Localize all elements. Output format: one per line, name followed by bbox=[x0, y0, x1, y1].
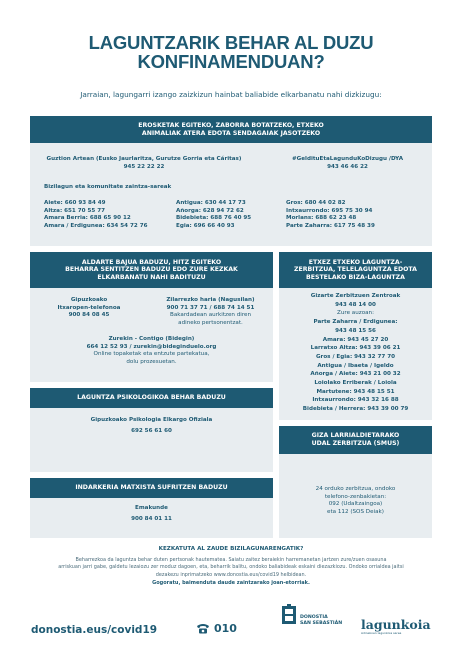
section-violence-header: INDARKERIA MATXISTA SUFRITZEN BADUZU bbox=[30, 478, 273, 498]
emakunde-title: Emakunde bbox=[135, 505, 168, 511]
section-violence bbox=[30, 478, 273, 538]
network-title: Bizilagun eta komunitate zaintza-sareak bbox=[44, 184, 172, 190]
lagunkoia-logo: lagunkoia Adinekoen lagunkoia sarea bbox=[361, 617, 431, 635]
section-psychology-header: LAGUNTZA PSIKOLOGIKOA BEHAR BADUZU bbox=[30, 388, 273, 408]
zilarrezko-block: Zilarrezko haria (Nagusilan) 900 71 37 71 / 688 74 14 51 Bakardadean aurkitzen diren adineko pertsonentzat. bbox=[166, 297, 255, 327]
smus-text: 24 orduko zerbitzua, ondoko telefono-zenbakietan: 092 (Udaltzaingoa) eta 112 (SOS Deiak) bbox=[315, 486, 396, 516]
psychology-phone: 692 56 61 60 bbox=[131, 428, 172, 434]
section-shopping bbox=[30, 116, 432, 246]
section-psychology bbox=[30, 388, 273, 472]
footer-url[interactable]: donostia.eus/covid19 bbox=[31, 624, 158, 636]
emakunde-phone: 900 84 01 11 bbox=[131, 516, 172, 522]
neighbor-note: KEZKATUTA AL ZAUDE BIZILAGUNARENGATIK? Beharrezkoa da laguntza behar duten pertsonak hautematea. Saiatu zaitez beraiekin harremanetan jartzen zure/zuen osasuna arriskuan jarri gabe, galdetu lezaiozu zer moduz dagoen, eta, beharrik balitu, ondoko baliabideak eskaini diezazkiozu. Ondoko orrialdea jaitsi dezakezu inprimatzeko www.donostia.eus/covid19 helbidean. Gogoratu, baimenduta daude zaintzarako joan-etorriak. bbox=[20, 546, 442, 587]
section-smus bbox=[279, 426, 432, 538]
section-mood-header: ALDARTE BAJUA BADUZU, HITZ EGITEKO BEHARRA SENTITZEN BADUZU EDO ZURE KEZKAK ELKARBANATU NAHI BADITUZU bbox=[30, 252, 273, 288]
section-home-help bbox=[279, 252, 432, 420]
section-shopping-header: EROSKETAK EGITEKO, ZABORRA BOTATZEKO, ETXEKO ANIMALIAK ATERA EDOTA SENDAGAIAK JASOTZEKO bbox=[30, 116, 432, 143]
guztion-artean-title: Guztion Artean (Eusko Jaurlaritza, Gurutze Gorria eta Cáritas) bbox=[46, 156, 242, 162]
footer-phone bbox=[196, 622, 237, 635]
home-help-list: Gizarte Zerbitzuen Zentroak 943 48 14 00 Zure auzoan: Parte Zaharra / Erdigunea: 943 48 15 56 Amara: 943 45 27 20 Larratxo Altza: 943 39 06 21 Gros / Egia: 943 32 77 70 Antigua / Ibaeta / Igeldo Añorga / Aiete: 943 21 00 32 Loiolako Erriberak / Loiola Martutene: 943 48 15 51 Intxaurrondo: 943 32 16 88 Bidebieta / Herrera: 943 39 00 79 bbox=[302, 293, 409, 413]
phone-icon bbox=[196, 623, 210, 634]
dya-phone: 943 46 46 22 bbox=[327, 164, 368, 170]
dya-title: #GeldituEtaLagunduKoDizugu /DYA bbox=[291, 156, 404, 162]
page-title: LAGUNTZARIK BEHAR AL DUZU KONFINAMENDUAN? bbox=[88, 32, 374, 72]
guztion-artean-phone: 945 22 22 22 bbox=[123, 164, 165, 170]
zurekin-block: Zurekin - Contigo (Bidegin) 664 12 52 93 / zurekin@bideginduelo.org Online topaketak eta entzute partekatua, dolu prozesuetan. bbox=[86, 336, 217, 366]
footer-phone-number: 010 bbox=[214, 622, 237, 635]
itxaropen-block: Gipuzkoako Itxaropen-telefonoa 900 84 08 45 bbox=[57, 297, 121, 319]
network-col-2: Antigua: 630 44 17 73 Añorga: 628 94 72 62 Bidebieta: 688 76 40 95 Egia: 696 66 40 93 bbox=[176, 200, 252, 230]
donostia-logo: DONOSTIA SAN SEBASTIÁN bbox=[278, 604, 344, 640]
psychology-title: Gipuzkoako Psikologia Elkargo Ofiziala bbox=[90, 417, 213, 423]
section-mood bbox=[30, 252, 273, 382]
neighbor-heading: KEZKATUTA AL ZAUDE BIZILAGUNARENGATIK? bbox=[158, 546, 304, 552]
subtitle: Jarraian, lagungarri izango zaizkizun hainbat baliabide elkarbanatu nahi dizkizugu: bbox=[80, 90, 382, 99]
section-smus-header: GIZA LARRIALDIETARAKO UDAL ZERBITZUA (SMUS) bbox=[279, 426, 432, 454]
network-col-3: Gros: 680 44 02 82 Intxaurrondo: 695 75 30 94 Morlans: 688 62 23 48 Parte Zaharra: 617 75 48 39 bbox=[286, 200, 375, 230]
section-home-help-header: ETXEZ ETXEKO LAGUNTZA- ZERBITZUA, TELELAGUNTZA EDOTA BESTELAKO BIZA-LAGUNTZA bbox=[279, 252, 432, 288]
network-col-1: Aiete: 660 93 84 49 Altza: 651 70 55 77 Amara Berria: 688 65 90 12 Amara / Erdiguneа: 634 54 72 76 bbox=[44, 200, 148, 230]
